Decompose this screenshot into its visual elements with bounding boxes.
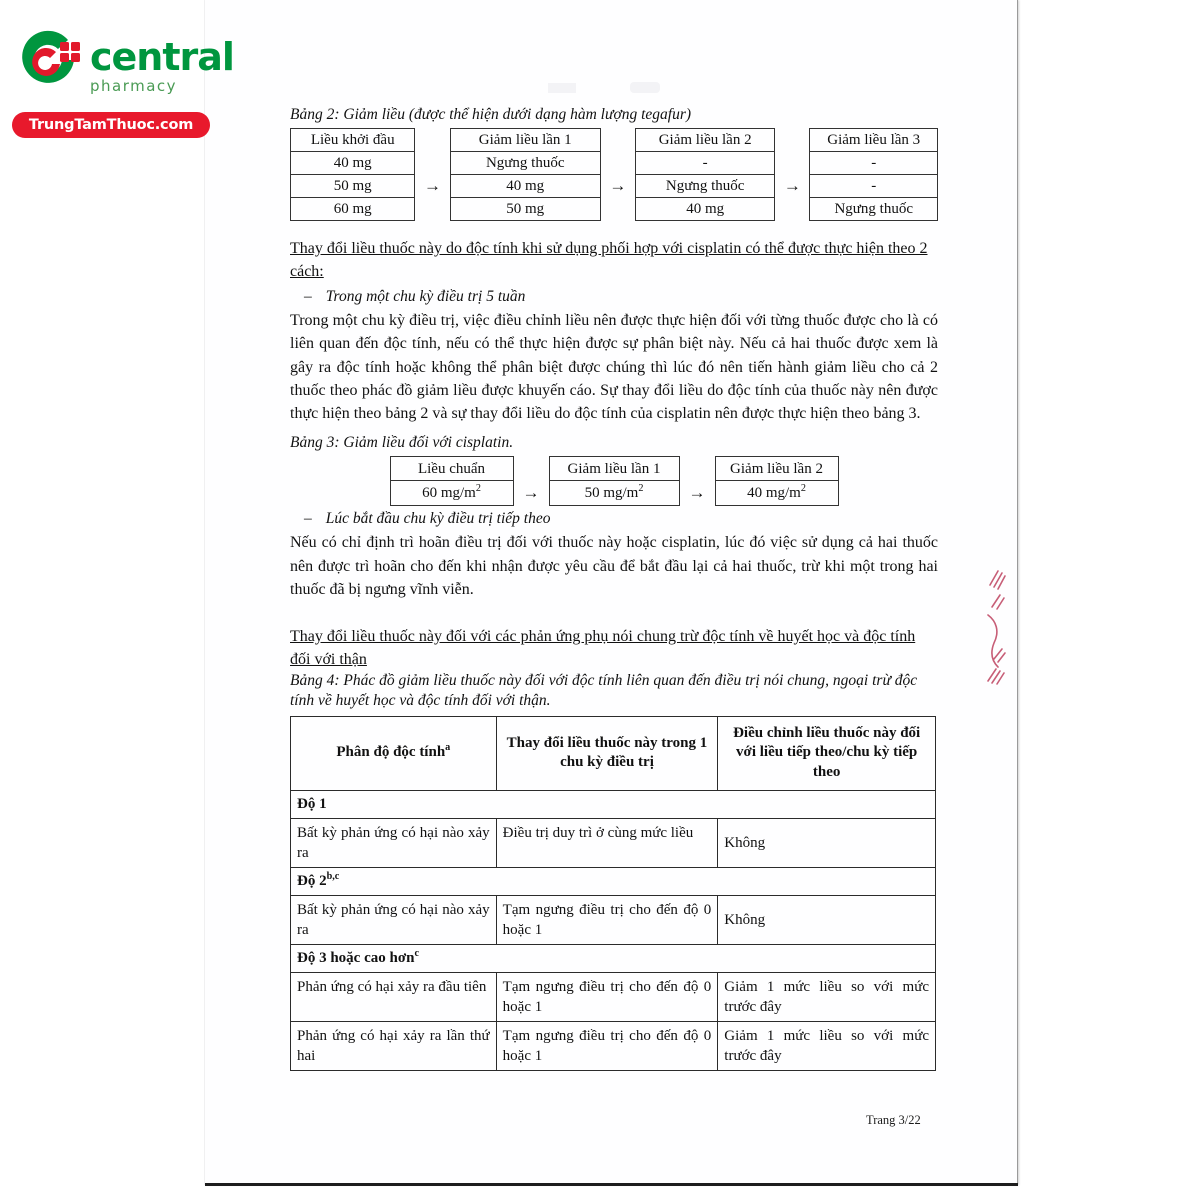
superscript: a	[445, 742, 451, 754]
table-row	[291, 818, 936, 867]
table4-header-0	[291, 716, 497, 790]
table2-cell: Ngưng thuốc	[450, 152, 600, 175]
flow-arrow-1: →	[522, 482, 540, 502]
table3-header-1: Giảm liều lần 1	[549, 457, 679, 481]
table2-cell: Ngưng thuốc	[810, 198, 938, 221]
arrow-gap	[415, 129, 450, 152]
table-group-row	[291, 867, 936, 895]
arrow-gap	[679, 457, 715, 481]
margin-handwriting-mark	[978, 565, 1012, 685]
table4-cell: Phản ứng có hại xảy ra đầu tiên	[291, 972, 497, 1021]
table4-cell: Phản ứng có hại xảy ra lần thứ hai	[291, 1022, 497, 1071]
table3-caption: Bảng 3: Giảm liều đối với cisplatin.	[290, 434, 514, 452]
scan-artifact	[630, 82, 660, 93]
table-row	[291, 895, 936, 944]
table2-header-2: Giảm liều lần 2	[635, 129, 774, 152]
table2-cell: 40 mg	[450, 175, 600, 198]
table3-header-2: Giảm liều lần 2	[715, 457, 838, 481]
table4-grade-label: Độ 1	[297, 795, 327, 812]
table-row-header	[291, 129, 938, 152]
table2-header-3: Giảm liều lần 3	[810, 129, 938, 152]
table3-cell-value: 60 mg/m	[422, 484, 476, 501]
table4-cell: Không	[718, 818, 936, 867]
page-bottom-edge	[205, 1183, 1018, 1186]
bullet-item-1	[290, 286, 938, 308]
table-group-row	[291, 944, 936, 972]
table2-header-1: Giảm liều lần 1	[450, 129, 600, 152]
section-heading-2: Thay đổi liều thuốc này đối với các phản ứng phụ nói chung trừ độc tính về huyết học và độc tính đối với thận	[290, 627, 916, 669]
table3-cell-value: 40 mg/m	[747, 484, 801, 501]
table4-grade-heading	[291, 944, 936, 972]
arrow-gap	[513, 457, 549, 481]
table4-cell: Bất kỳ phản ứng có hại nào xảy ra	[291, 895, 497, 944]
flow-arrow-3: →	[783, 175, 801, 195]
table4-header-1: Thay đổi liều thuốc này trong 1 chu kỳ điều trị	[496, 716, 718, 790]
document-body	[290, 105, 938, 1071]
table-row	[291, 152, 938, 175]
table3-cell	[390, 481, 513, 505]
dash-glyph: –	[304, 509, 312, 527]
site-banner-label: TrungTamThuoc.com	[28, 117, 194, 133]
table3-cell	[549, 481, 679, 505]
logo-brand-name: central	[90, 35, 234, 79]
logo-wordmark	[90, 35, 234, 95]
logo-mark-icon	[16, 26, 84, 94]
table4-header-0-label: Phân độ độc tính	[336, 744, 446, 761]
table4-grade-label: Độ 3 hoặc cao hơn	[297, 949, 415, 966]
table2-header-0: Liều khởi đầu	[291, 129, 415, 152]
table-row-header	[291, 716, 936, 790]
table-row	[291, 972, 936, 1021]
paragraph-1: Trong một chu kỳ điều trị, việc điều chỉnh liều nên được thực hiện đối với từng thuốc được cho là có liên quan đến độc tính, nếu có thể thực hiện được sự phân biệt này. Nếu cả hai thuốc được xem là gây ra độc tính hoặc không thể phân biệt được chúng thì lúc đó nên tiến hành giảm liều cho cả 2 thuốc theo phác đồ giảm liều được khuyến cáo. Sự thay đổi liều do độc tính của thuốc này nên được thực hiện theo bảng 2 và sự thay đổi liều do độc tính của cisplatin nên được thực hiện theo bảng 3.	[290, 312, 938, 422]
page-footer: Trang 3/22	[866, 1113, 921, 1127]
table2-caption: Bảng 2: Giảm liều (được thể hiện dưới dạng hàm lượng tegafur)	[290, 106, 692, 123]
table-3-cisplatin-dose-reduction	[390, 456, 839, 505]
bullet-item-2-label: Lúc bắt đầu chu kỳ điều trị tiếp theo	[325, 509, 551, 527]
table4-cell: Điều trị duy trì ở cùng mức liều	[496, 818, 718, 867]
table4-cell: Giảm 1 mức liều so với mức trước đây	[718, 972, 936, 1021]
table2-cell: -	[810, 152, 938, 175]
table2-cell: 40 mg	[635, 198, 774, 221]
bullet-item-2	[290, 508, 938, 530]
table4-cell: Không	[718, 895, 936, 944]
table-group-row	[291, 790, 936, 818]
superscript: c	[414, 947, 420, 959]
table-row	[291, 1022, 936, 1071]
paragraph-2: Nếu có chỉ định trì hoãn điều trị đối với thuốc này hoặc cisplatin, lúc đó việc sử dụng cả hai thuốc nên được trì hoãn cho đến khi nhận được yêu cầu để bắt đầu lại cả hai thuốc, trừ khi một trong hai thuốc đã bị ngưng vĩnh viễn.	[290, 534, 938, 598]
table4-cell: Bất kỳ phản ứng có hại nào xảy ra	[291, 818, 497, 867]
site-banner	[12, 112, 210, 138]
table2-cell: Ngưng thuốc	[635, 175, 774, 198]
section-heading-1: Thay đổi liều thuốc này do độc tính khi sử dụng phối hợp với cisplatin có thể được thực hiện theo 2 cách:	[290, 240, 928, 281]
flow-arrow-1: →	[424, 175, 441, 195]
superscript: 2	[638, 482, 644, 494]
table4-cell: Tạm ngưng điều trị cho đến độ 0 hoặc 1	[496, 895, 718, 944]
table4-cell: Tạm ngưng điều trị cho đến độ 0 hoặc 1	[496, 972, 718, 1021]
table2-cell: 60 mg	[291, 198, 415, 221]
table2-cell: -	[635, 152, 774, 175]
table2-cell: 50 mg	[450, 198, 600, 221]
table4-header-2: Điều chỉnh liều thuốc này đối với liều tiếp theo/chu kỳ tiếp theo	[718, 716, 936, 790]
table2-cell: 50 mg	[291, 175, 415, 198]
table2-cell: 40 mg	[291, 152, 415, 175]
table-row	[390, 481, 838, 505]
arrow-gap	[600, 129, 635, 152]
table4-grade-heading	[291, 867, 936, 895]
table4-cell: Tạm ngưng điều trị cho đến độ 0 hoặc 1	[496, 1022, 718, 1071]
table4-cell: Giảm 1 mức liều so với mức trước đây	[718, 1022, 936, 1071]
table3-cell-value: 50 mg/m	[584, 484, 639, 501]
scan-artifact	[548, 83, 576, 93]
superscript: b,c	[326, 870, 340, 882]
logo-brand-sub: pharmacy	[90, 77, 178, 95]
superscript: 2	[475, 482, 481, 494]
arrow-gap	[775, 129, 810, 152]
flow-arrow-2: →	[688, 482, 706, 502]
dash-glyph: –	[304, 287, 312, 305]
table4-grade-heading	[291, 790, 936, 818]
table-2-dose-reduction	[290, 128, 938, 221]
superscript: 2	[800, 482, 806, 494]
table3-cell	[715, 481, 838, 505]
table3-header-0: Liều chuẩn	[390, 457, 513, 481]
flow-arrow-2: →	[609, 175, 627, 195]
table4-grade-label: Độ 2	[297, 872, 327, 889]
table4-caption: Bảng 4: Phác đồ giảm liều thuốc này đối với độc tính liên quan đến điều trị nói chung, ngoại trừ độc tính về huyết học và độc tính đối với thận.	[290, 672, 918, 710]
table2-cell: -	[810, 175, 938, 198]
table-row-header	[390, 457, 838, 481]
table-4-toxicity-dose-modification	[290, 716, 936, 1072]
bullet-item-1-label: Trong một chu kỳ điều trị 5 tuần	[325, 287, 526, 305]
